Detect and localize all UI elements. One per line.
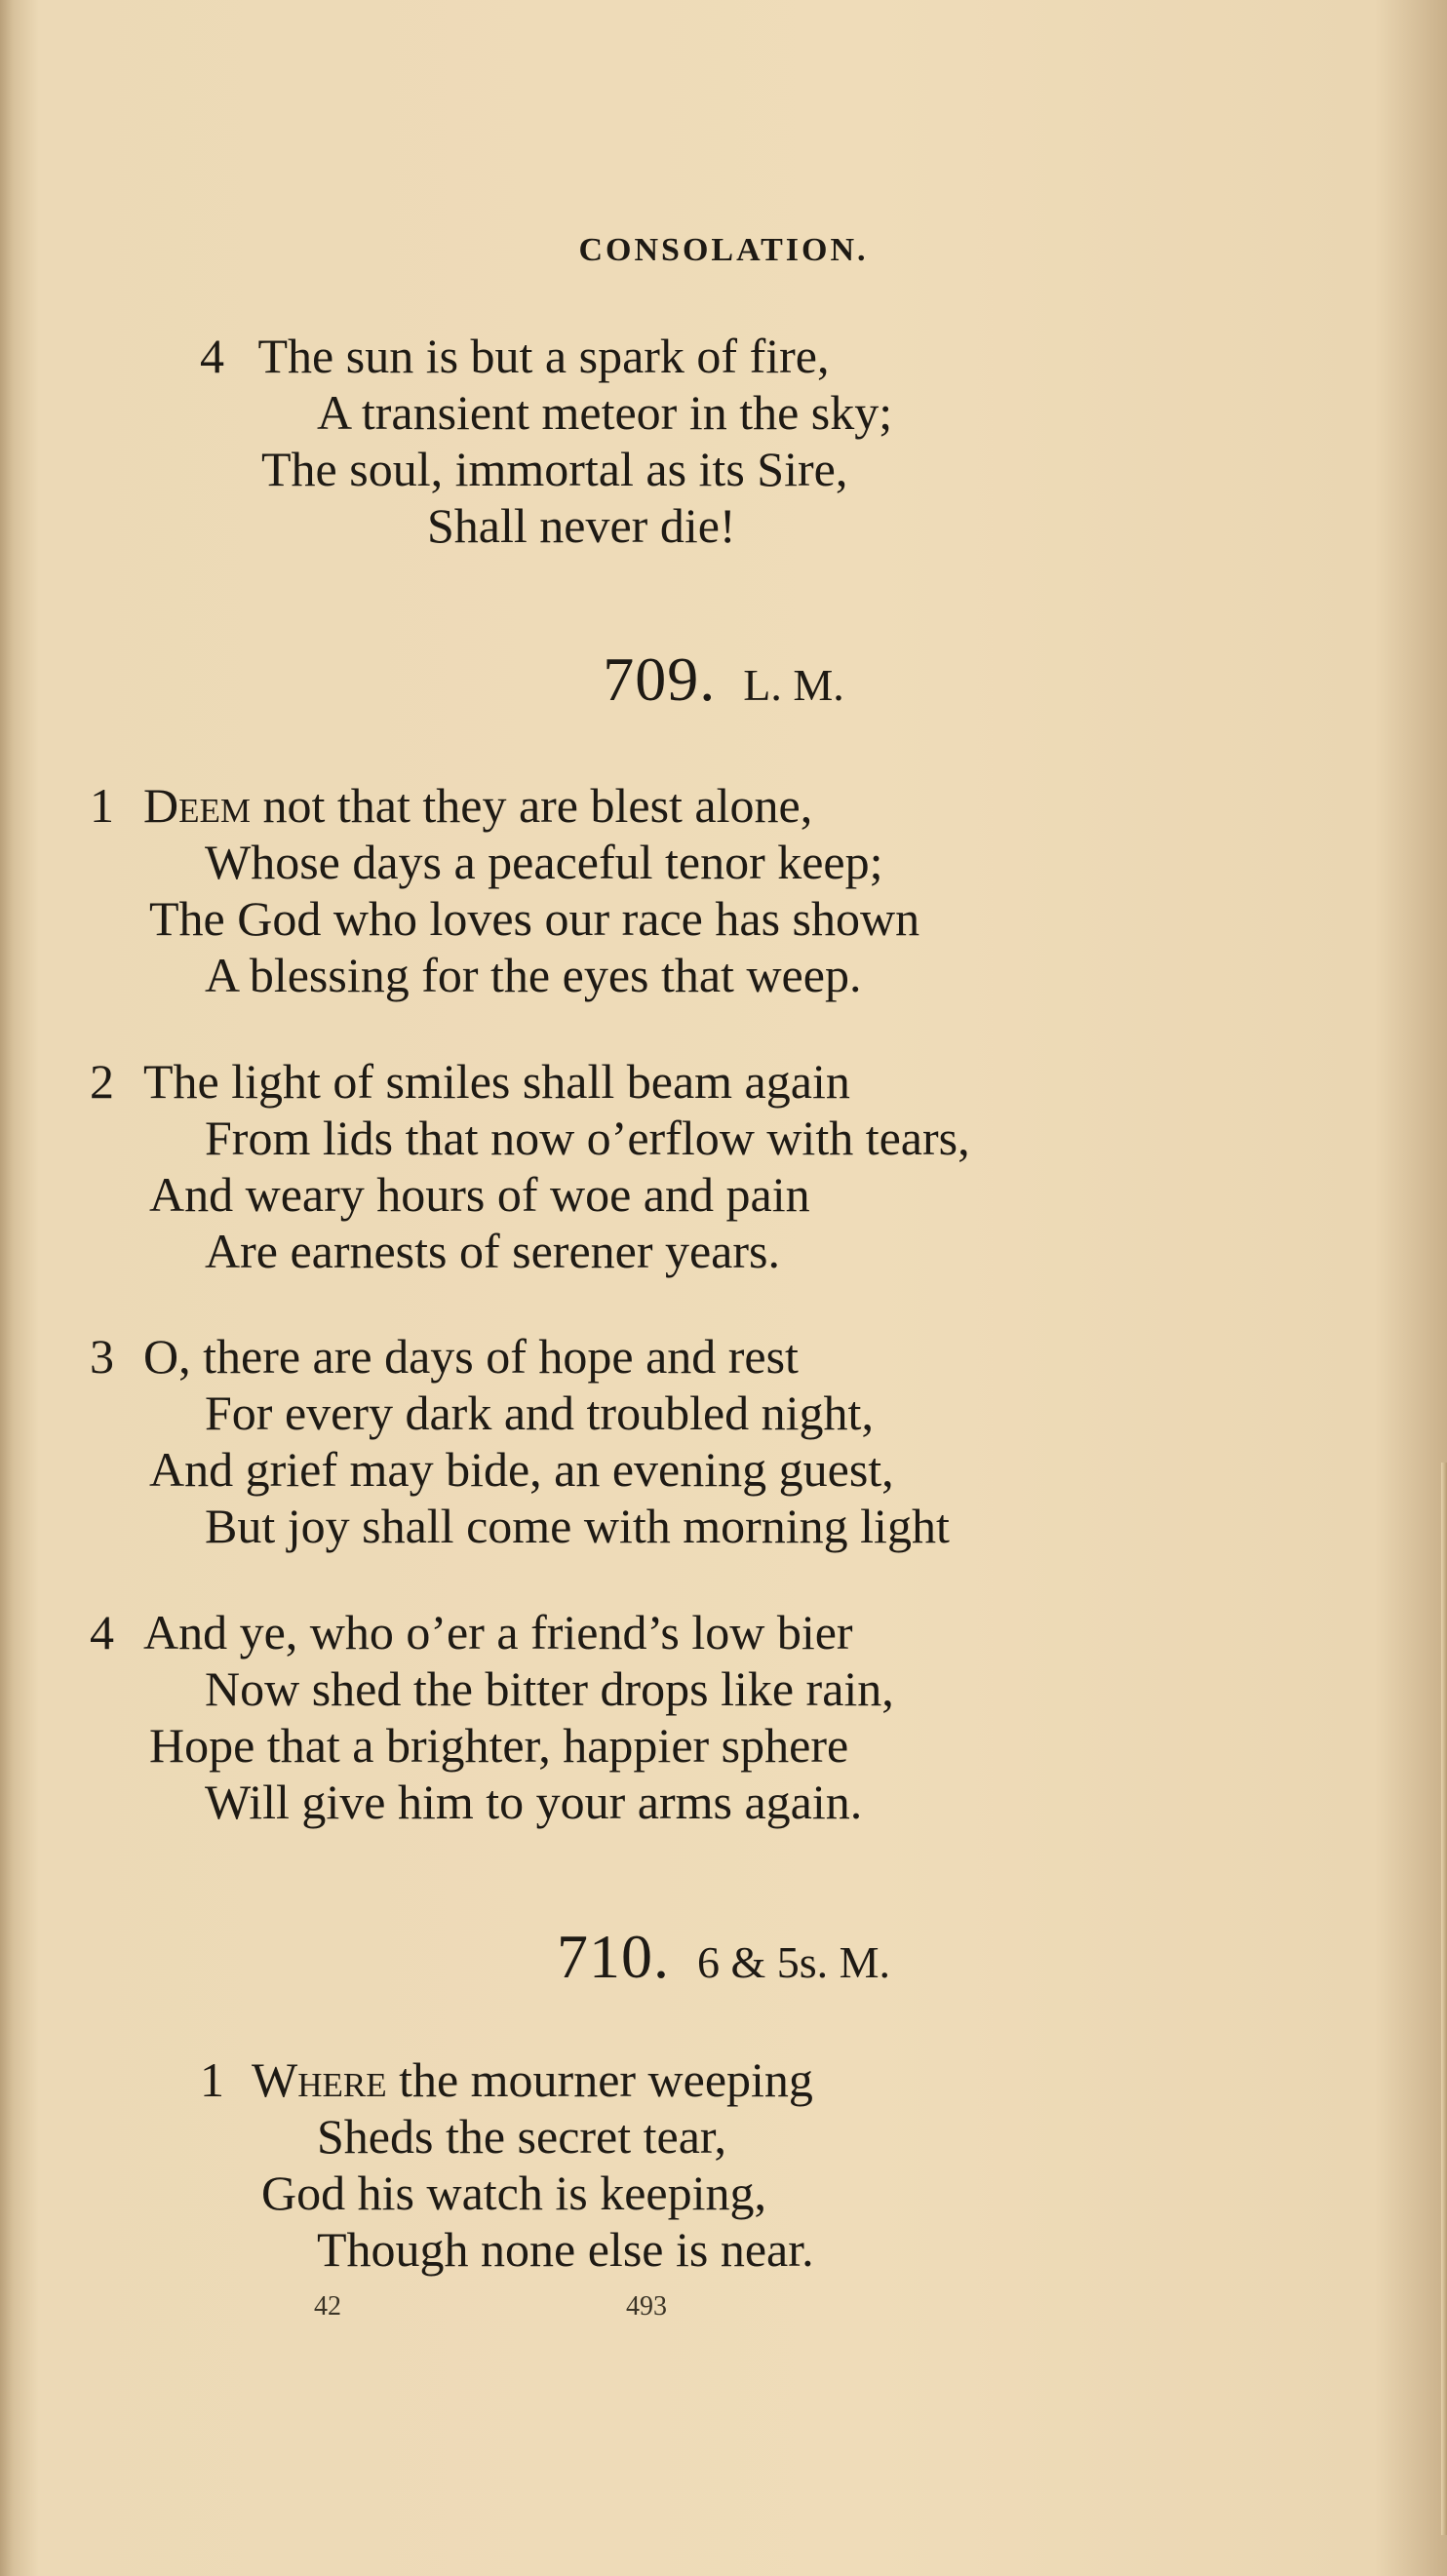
stanza-line: Hope that a brighter, happier sphere [149, 1718, 849, 1773]
signature-mark: 42 [314, 2291, 341, 2322]
stanza-line: From lids that now o’erflow with tears, [205, 1111, 970, 1165]
stanza-line: And weary hours of woe and pain [149, 1167, 810, 1222]
stanza-line: And grief may bide, an evening guest, [149, 1442, 894, 1497]
stanza-number: 1 [200, 2052, 224, 2107]
stanza-line: But joy shall come with morning light [205, 1499, 950, 1553]
first-word: Deem [143, 778, 251, 833]
hymn-number: 710. [556, 1922, 670, 1991]
stanza-number: 4 [200, 329, 224, 383]
page-number: 493 [626, 2291, 667, 2322]
stanza-line: A blessing for the eyes that weep. [205, 948, 862, 1002]
stanza-number: 2 [90, 1054, 114, 1109]
stanza-line: 1 Where the mourner weeping [200, 2052, 813, 2107]
stanza-line: 4 The sun is but a spark of fire, [200, 329, 830, 383]
stanza-line: God his watch is keeping, [261, 2166, 766, 2220]
stanza-line: The God who loves our race has shown [149, 891, 920, 946]
stanza-line: 2 The light of smiles shall beam again [90, 1054, 850, 1109]
hymn-number: 709. [603, 644, 717, 714]
stanza-number: 4 [90, 1605, 114, 1659]
stanza-number: 3 [90, 1329, 114, 1384]
stanza-line: A transient meteor in the sky; [317, 385, 893, 440]
stanza-number: 1 [90, 778, 114, 833]
stanza-line: 4 And ye, who o’er a friend’s low bier [90, 1605, 853, 1659]
stanza-line: Will give him to your arms again. [205, 1775, 863, 1829]
hymn-meter: 6 & 5s. M. [696, 1937, 891, 1987]
hymn-meter: L. M. [743, 660, 844, 710]
running-head: CONSOLATION. [578, 232, 869, 268]
stanza-line: The soul, immortal as its Sire, [261, 442, 848, 496]
hymn-heading [0, 1921, 1447, 1993]
hymn-heading [0, 644, 1447, 716]
stanza-line: Whose days a peaceful tenor keep; [205, 835, 883, 889]
stanza-line: Now shed the bitter drops like rain, [205, 1661, 894, 1716]
stanza-line: 1 Deem not that they are blest alone, [90, 778, 813, 833]
stanza-line: Shall never die! [427, 498, 736, 553]
stanza-line: Are earnests of serener years. [205, 1224, 780, 1278]
page-edge [1441, 1463, 1447, 2535]
stanza-line: Sheds the secret tear, [317, 2109, 727, 2164]
stanza-line: For every dark and troubled night, [205, 1386, 874, 1440]
stanza-line: 3 O, there are days of hope and rest [90, 1329, 799, 1384]
stanza-line: Though none else is near. [317, 2222, 814, 2277]
first-word: Where [252, 2052, 387, 2107]
